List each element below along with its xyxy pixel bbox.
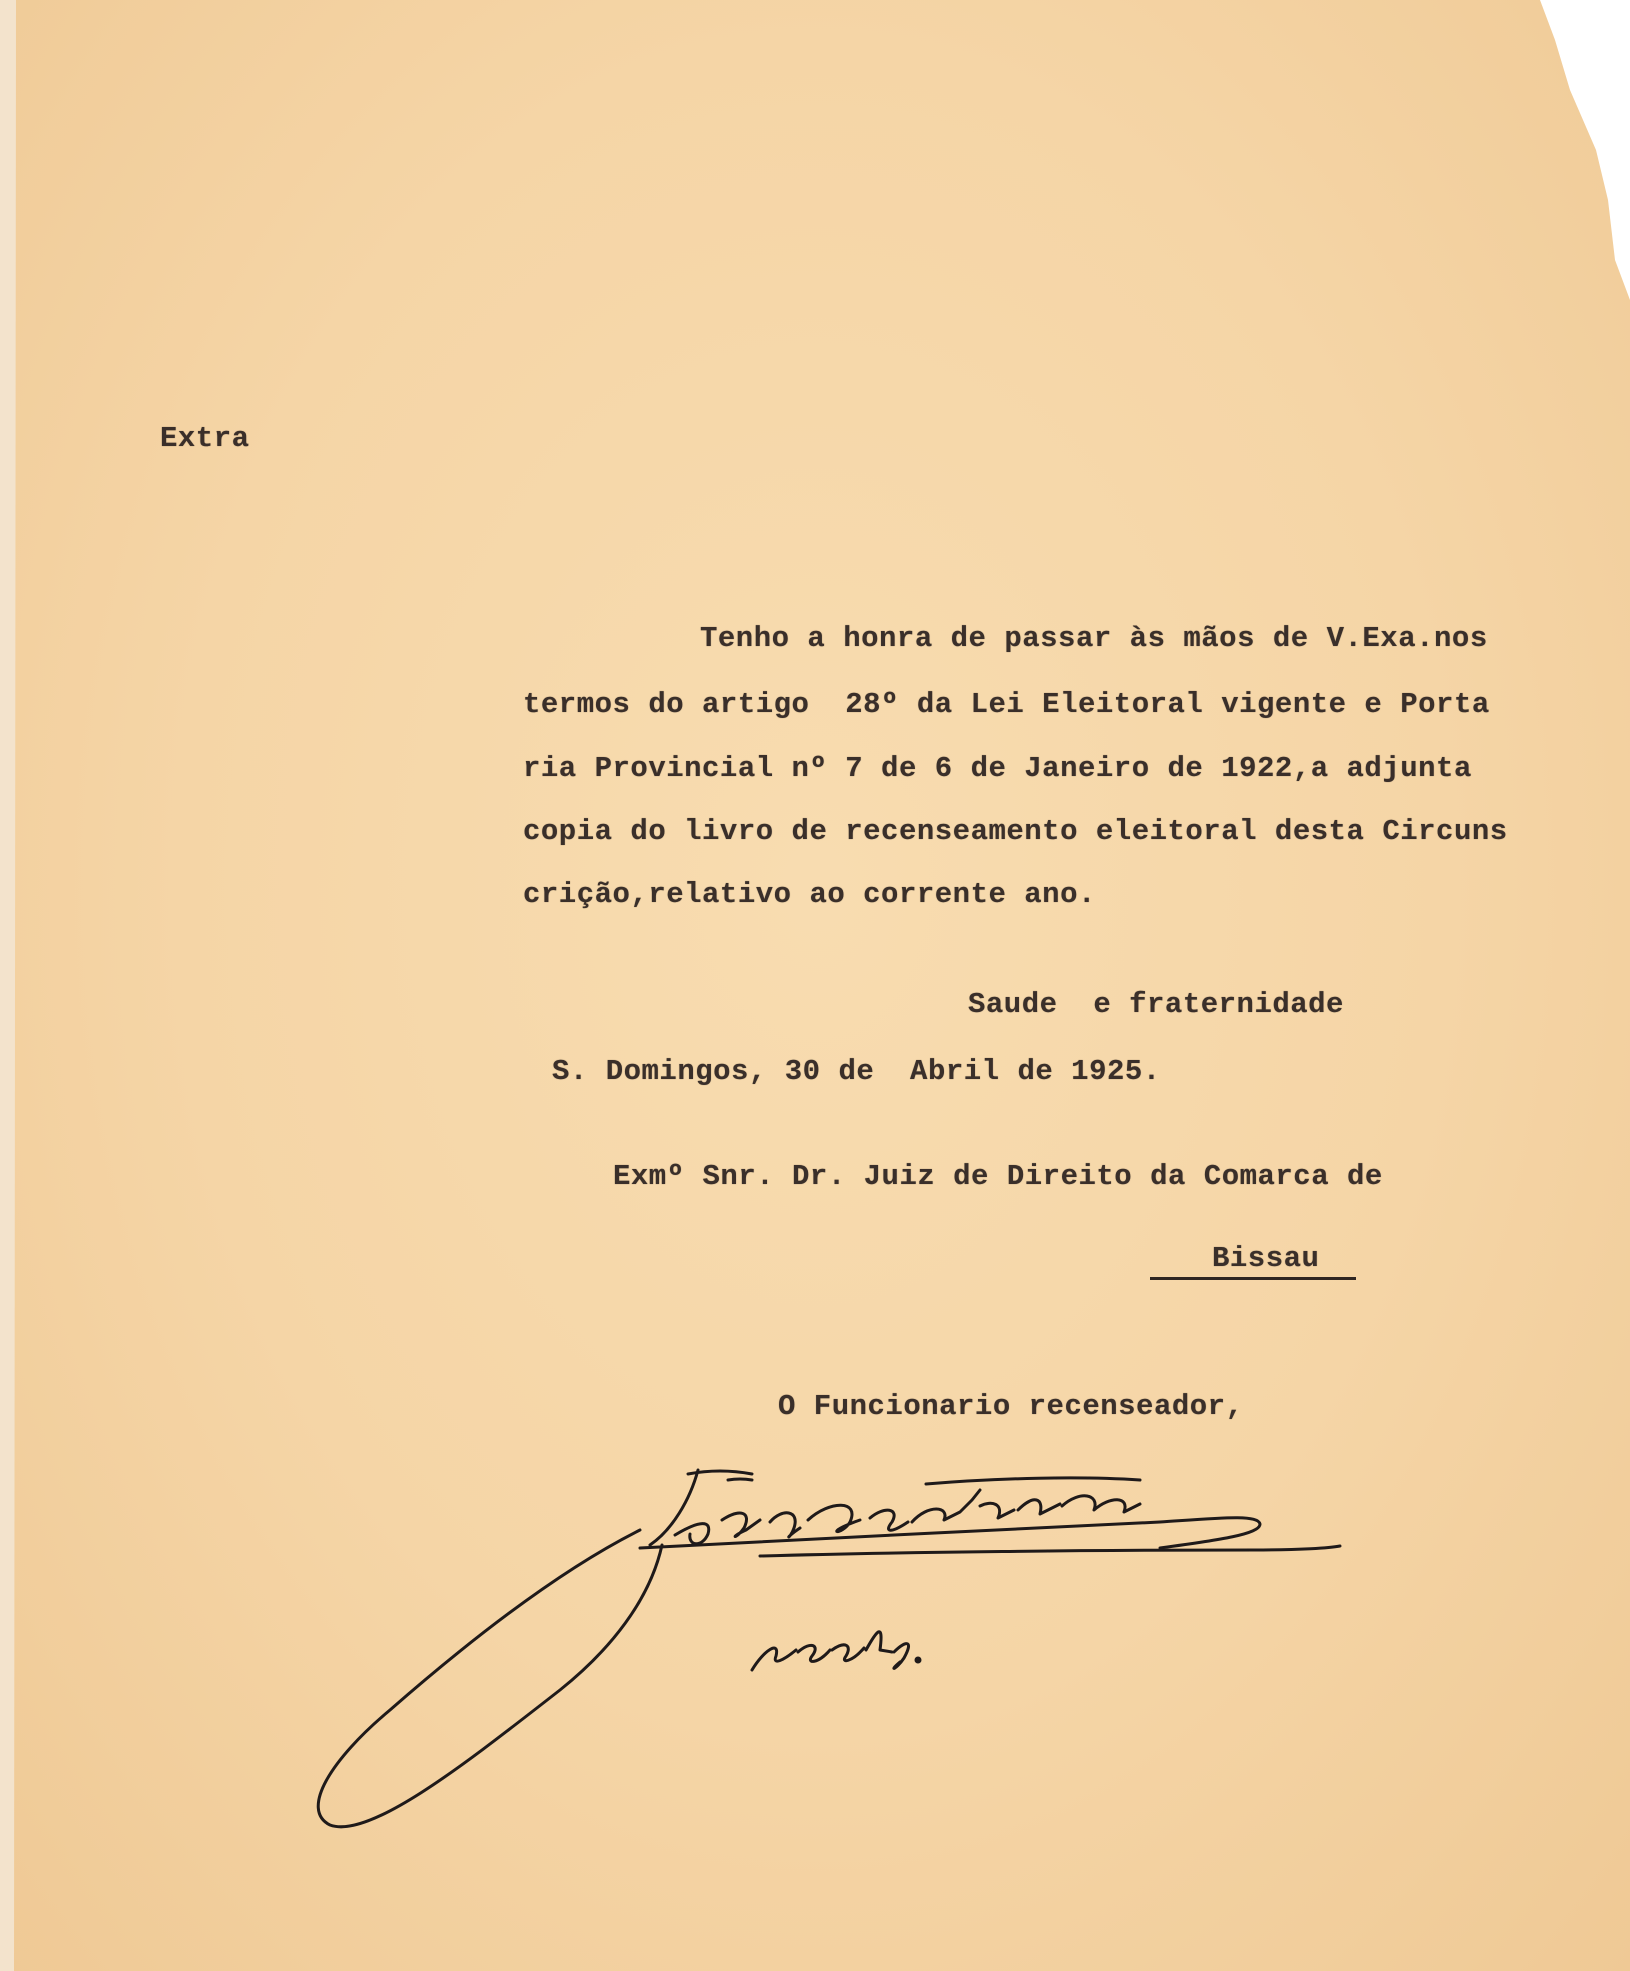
header-label: Extra <box>160 422 250 455</box>
addressee-place: Bissau <box>1212 1242 1320 1275</box>
body-line-4: copia do livro de recenseamento eleitoral desta Circuns <box>523 815 1508 848</box>
body-line-5: crição,relativo ao corrente ano. <box>523 878 1096 911</box>
dateline: S. Domingos, 30 de Abril de 1925. <box>552 1055 1161 1088</box>
body-line-3: ria Provincial nº 7 de 6 de Janeiro de 1922,a adjunta <box>523 752 1472 785</box>
body-line-2: termos do artigo 28º da Lei Eleitoral vigente e Porta <box>523 688 1490 721</box>
body-line-1: Tenho a honra de passar às mãos de V.Exa.nos <box>700 622 1488 655</box>
closing-salutation: Saude e fraternidade <box>968 988 1344 1021</box>
signatory-title: O Funcionario recenseador, <box>778 1390 1244 1423</box>
addressee-line: Exmº Snr. Dr. Juiz de Direito da Comarca de <box>613 1160 1383 1193</box>
